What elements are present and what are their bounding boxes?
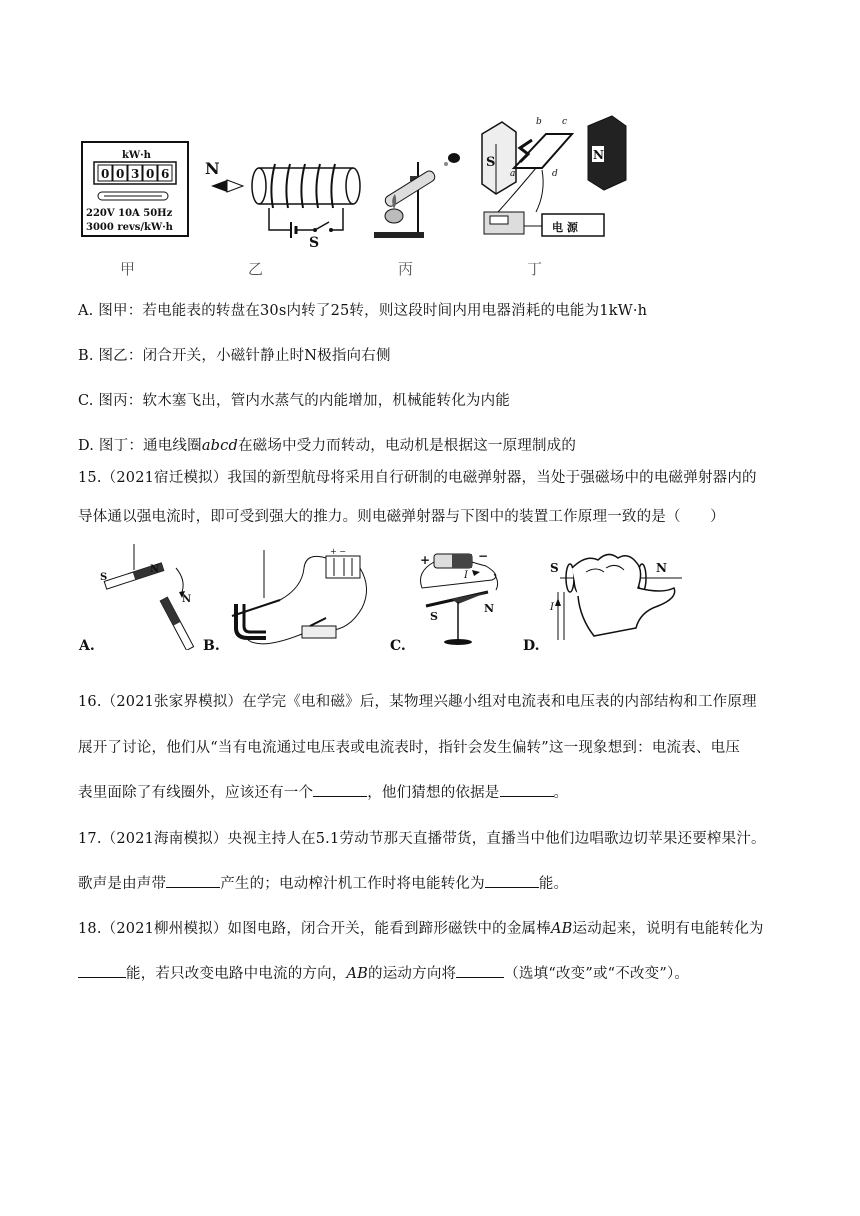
q15-figure-a (96, 540, 206, 650)
meter-unit: kW·h (122, 150, 151, 161)
current-arrow-icon (472, 570, 480, 576)
solenoid-n-label: N (656, 561, 667, 575)
q16-blank-1[interactable] (313, 784, 367, 797)
q17-line2-part2: 产生的；电动榨汁机工作时将电能转化为 (220, 876, 485, 892)
q18-line1-part2: 运动起来，说明有电能转化为 (572, 921, 764, 937)
meter-spec: 3000 revs/kW·h (86, 222, 173, 233)
coil-b-label: b (536, 117, 542, 127)
electric-meter-figure (80, 140, 192, 240)
metal-rod-ab: AB (550, 921, 573, 937)
meter-digit: 0 (146, 167, 155, 181)
q15-figure-c (412, 548, 512, 652)
q16-line3-part1: 表里面除了有线圈外，应该还有一个 (78, 785, 314, 801)
magnet-s-label: S (486, 155, 496, 170)
q16-text-line3 (78, 781, 568, 802)
q18-text-line1 (78, 917, 764, 938)
q15-option-b-label[interactable]: B. (203, 638, 220, 654)
battery-minus-label: − (478, 549, 489, 563)
needle-n-label: N (484, 602, 495, 615)
q16-blank-2[interactable] (500, 784, 554, 797)
magnet-s-label: S (100, 572, 108, 583)
battery-plus-label: + (420, 553, 431, 567)
needle-n-label: N (182, 594, 192, 605)
q15-option-d-label[interactable]: D. (523, 638, 540, 654)
power-source-label: 电 源 (552, 221, 578, 234)
q15-text-line1: 15.（2021宿迁模拟）我国的新型航母将采用自行研制的电磁弹射器，当处于强磁场中的电磁弹射器内的 (78, 470, 757, 486)
coil-c-label: c (562, 117, 568, 127)
figure-caption-bing: 丙 (398, 260, 414, 278)
q17-blank-1[interactable] (166, 875, 220, 888)
coil-d-label: d (552, 169, 558, 179)
q17-text-line2 (78, 872, 568, 893)
metal-rod-ab: AB (346, 966, 369, 982)
q14-option-b: B. 图乙：闭合开关，小磁针静止时N极指向右侧 (78, 348, 391, 364)
q14-option-a: A. 图甲：若电能表的转盘在30s内转了25转，则这段时间内用电器消耗的电能为1kW·h (78, 303, 648, 319)
q18-blank-1[interactable] (78, 965, 126, 978)
q14-d-post: 在磁场中受力而转动，电动机是根据这一原理制成的 (237, 438, 577, 454)
figure-caption-yi: 乙 (248, 260, 264, 278)
q18-text-line2 (78, 962, 689, 983)
q18-line2-part1: 能，若只改变电路中电流的方向， (126, 966, 347, 982)
q18-line1-part1: 18.（2021柳州模拟）如图电路，闭合开关，能看到蹄形磁铁中的金属棒 (78, 921, 551, 937)
solenoid-figure (203, 150, 373, 250)
meter-digit: 0 (116, 167, 125, 181)
current-arrow-icon (555, 598, 561, 606)
magnet-n-label: N (150, 564, 160, 575)
q14-option-d (78, 434, 576, 455)
test-tube-figure (370, 148, 470, 243)
figure-caption-jia: 甲 (120, 260, 136, 278)
meter-digit: 6 (161, 167, 170, 181)
meter-digit: 0 (101, 167, 110, 181)
coil-abcd: abcd (201, 438, 238, 454)
needle-n-label: N (205, 159, 220, 178)
q18-line2-part3: （选填“改变”或“不改变”）。 (504, 966, 690, 982)
figure-caption-ding: 丁 (527, 260, 543, 278)
q15-text-line2: 导体通以强电流时，即可受到强大的推力。则电磁弹射器与下图中的装置工作原理一致的是（ ） (78, 509, 725, 525)
q15-figure-b (222, 548, 382, 652)
current-i-label: I (464, 570, 468, 581)
meter-spec: 220V 10A 50Hz (86, 208, 173, 219)
switch-s-label: S (309, 235, 320, 250)
q17-text-line1: 17.（2021海南模拟）央视主持人在5.1劳动节那天直播带货，直播当中他们边唱歌边切苹果还要榨果汁。 (78, 831, 766, 847)
q14-option-c: C. 图丙：软木塞飞出，管内水蒸气的内能增加，机械能转化为内能 (78, 393, 510, 409)
q16-line3-part2: ，他们猜想的依据是 (367, 785, 500, 801)
motor-coil-figure (476, 112, 632, 244)
q16-text-line1: 16.（2021张家界模拟）在学完《电和磁》后，某物理兴趣小组对电流表和电压表的内部结构和工作原理 (78, 694, 757, 710)
magnet-n-label: N (593, 148, 604, 162)
coil-a-label: a (510, 169, 516, 179)
q15-option-a-label[interactable]: A. (79, 638, 95, 654)
meter-digit: 3 (131, 167, 140, 181)
q17-line2-part3: 能。 (538, 876, 569, 892)
q17-blank-2[interactable] (485, 875, 539, 888)
q16-line3-part3: 。 (553, 785, 569, 801)
q15-option-c-label[interactable]: C. (390, 638, 406, 654)
q14-d-pre: D. 图丁：通电线圈 (78, 438, 202, 454)
q17-line2-part1: 歌声是由声带 (78, 876, 167, 892)
svg-text:+ −: + − (330, 548, 346, 556)
q18-blank-2[interactable] (456, 965, 504, 978)
q15-figure-d (546, 548, 686, 652)
q18-line2-part2: 的运动方向将 (368, 966, 457, 982)
needle-s-label: S (430, 610, 438, 623)
q16-text-line2: 展开了讨论，他们从“当有电流通过电压表或电流表时，指针会发生偏转”这一现象想到：电流表、电压 (78, 740, 741, 756)
current-i-label: I (550, 602, 554, 613)
solenoid-s-label: S (550, 561, 559, 575)
